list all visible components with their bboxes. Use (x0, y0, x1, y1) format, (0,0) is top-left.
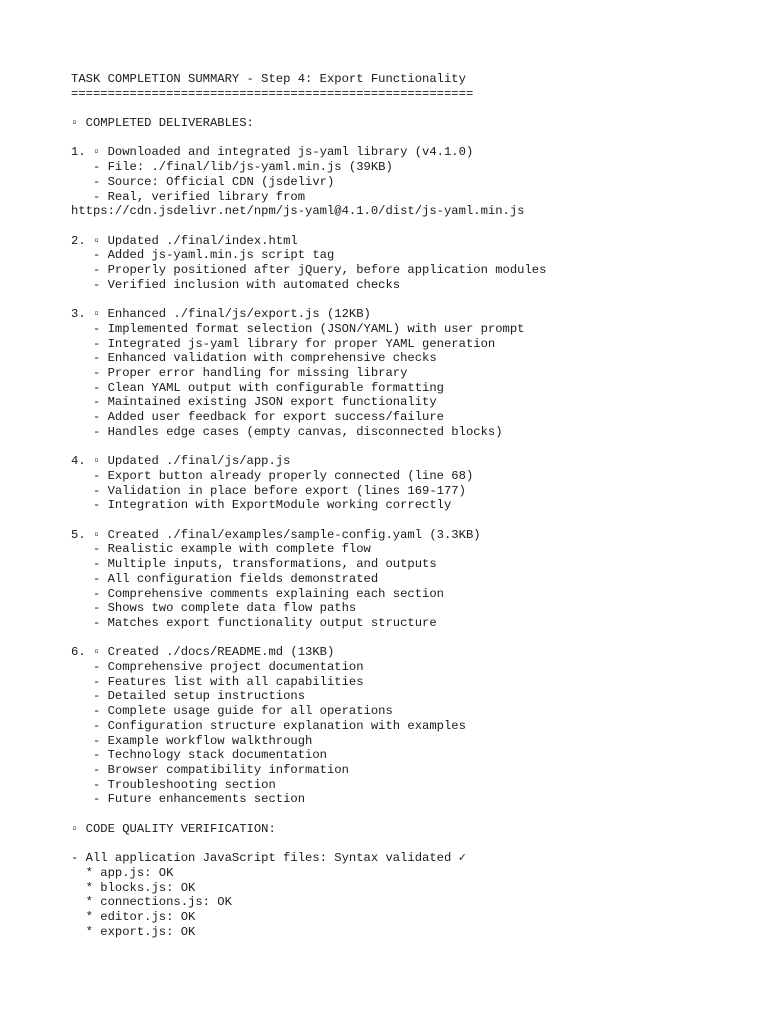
document-line (71, 807, 546, 822)
document-line: - Future enhancements section (71, 792, 306, 807)
document-line: - File: ./final/lib/js-yaml.min.js (39KB) (71, 160, 393, 175)
document-line: * export.js: OK (71, 924, 196, 939)
document-line: - Export button already properly connected (line 68) (71, 468, 474, 483)
document-line: 5. ▫ Created ./final/examples/sample-config.yaml (3.3KB) (71, 527, 481, 542)
document-line: 3. ▫ Enhanced ./final/js/export.js (12KB) (71, 307, 371, 322)
document-line: - Real, verified library from (71, 189, 306, 204)
document-line: - Source: Official CDN (jsdelivr) (71, 174, 335, 189)
document-line (71, 219, 546, 234)
document-line: - Properly positioned after jQuery, before application modules (71, 263, 547, 278)
document-line (71, 513, 546, 528)
document-line: - Clean YAML output with configurable formatting (71, 380, 444, 395)
document-line: - Comprehensive project documentation (71, 660, 364, 675)
document-line: https://cdn.jsdelivr.net/npm/js-yaml@4.1.0/dist/js-yaml.min.js (71, 204, 525, 219)
document-line: 6. ▫ Created ./docs/README.md (13KB) (71, 645, 335, 660)
document-line: - Implemented format selection (JSON/YAML) with user prompt (71, 321, 525, 336)
document-line: - Configuration structure explanation with examples (71, 718, 466, 733)
document-line: - All application JavaScript files: Syntax validated ✓ (71, 851, 466, 866)
document-line: - All configuration fields demonstrated (71, 571, 379, 586)
document-line: 1. ▫ Downloaded and integrated js-yaml library (v4.1.0) (71, 145, 474, 160)
document-line (71, 836, 546, 851)
document-line (71, 440, 546, 455)
document-line: - Troubleshooting section (71, 777, 276, 792)
document-line: - Detailed setup instructions (71, 689, 306, 704)
document-line: ▫ COMPLETED DELIVERABLES: (71, 116, 254, 131)
document-line: - Example workflow walkthrough (71, 733, 313, 748)
document-line: - Integrated js-yaml library for proper YAML generation (71, 336, 496, 351)
document-line (71, 101, 546, 116)
document-line: * app.js: OK (71, 865, 174, 880)
document-line: - Integration with ExportModule working correctly (71, 498, 452, 513)
document-line: - Comprehensive comments explaining each section (71, 586, 444, 601)
document-line: ======================================================= (71, 86, 474, 101)
document-text (71, 72, 546, 939)
document-line: ▫ CODE QUALITY VERIFICATION: (71, 821, 276, 836)
document-line (71, 631, 546, 646)
document-line: TASK COMPLETION SUMMARY - Step 4: Export Functionality (71, 72, 466, 86)
document-line: - Maintained existing JSON export functionality (71, 395, 437, 410)
document-line: - Browser compatibility information (71, 762, 349, 777)
document-line: - Matches export functionality output structure (71, 615, 437, 630)
document-line: - Technology stack documentation (71, 748, 327, 763)
document-line: 2. ▫ Updated ./final/index.html (71, 233, 298, 248)
document-line: - Shows two complete data flow paths (71, 601, 357, 616)
document-line: - Realistic example with complete flow (71, 542, 371, 557)
document-line: - Enhanced validation with comprehensive checks (71, 351, 437, 366)
document-line: - Verified inclusion with automated checks (71, 277, 401, 292)
document-line: - Handles edge cases (empty canvas, disconnected blocks) (71, 424, 503, 439)
document-line: * editor.js: OK (71, 909, 196, 924)
document-line: * connections.js: OK (71, 895, 232, 910)
document-line: - Validation in place before export (lines 169-177) (71, 483, 466, 498)
document-line: - Proper error handling for missing library (71, 366, 408, 380)
document-line: - Features list with all capabilities (71, 674, 364, 689)
document-line: - Added user feedback for export success/failure (71, 410, 444, 425)
document-line (71, 293, 546, 308)
document-line: 4. ▫ Updated ./final/js/app.js (71, 454, 291, 469)
document-line: - Complete usage guide for all operations (71, 704, 393, 719)
document-line: - Added js-yaml.min.js script tag (71, 248, 335, 263)
document-line: * blocks.js: OK (71, 880, 196, 895)
document-line (71, 131, 546, 146)
document-line: - Multiple inputs, transformations, and outputs (71, 557, 437, 572)
